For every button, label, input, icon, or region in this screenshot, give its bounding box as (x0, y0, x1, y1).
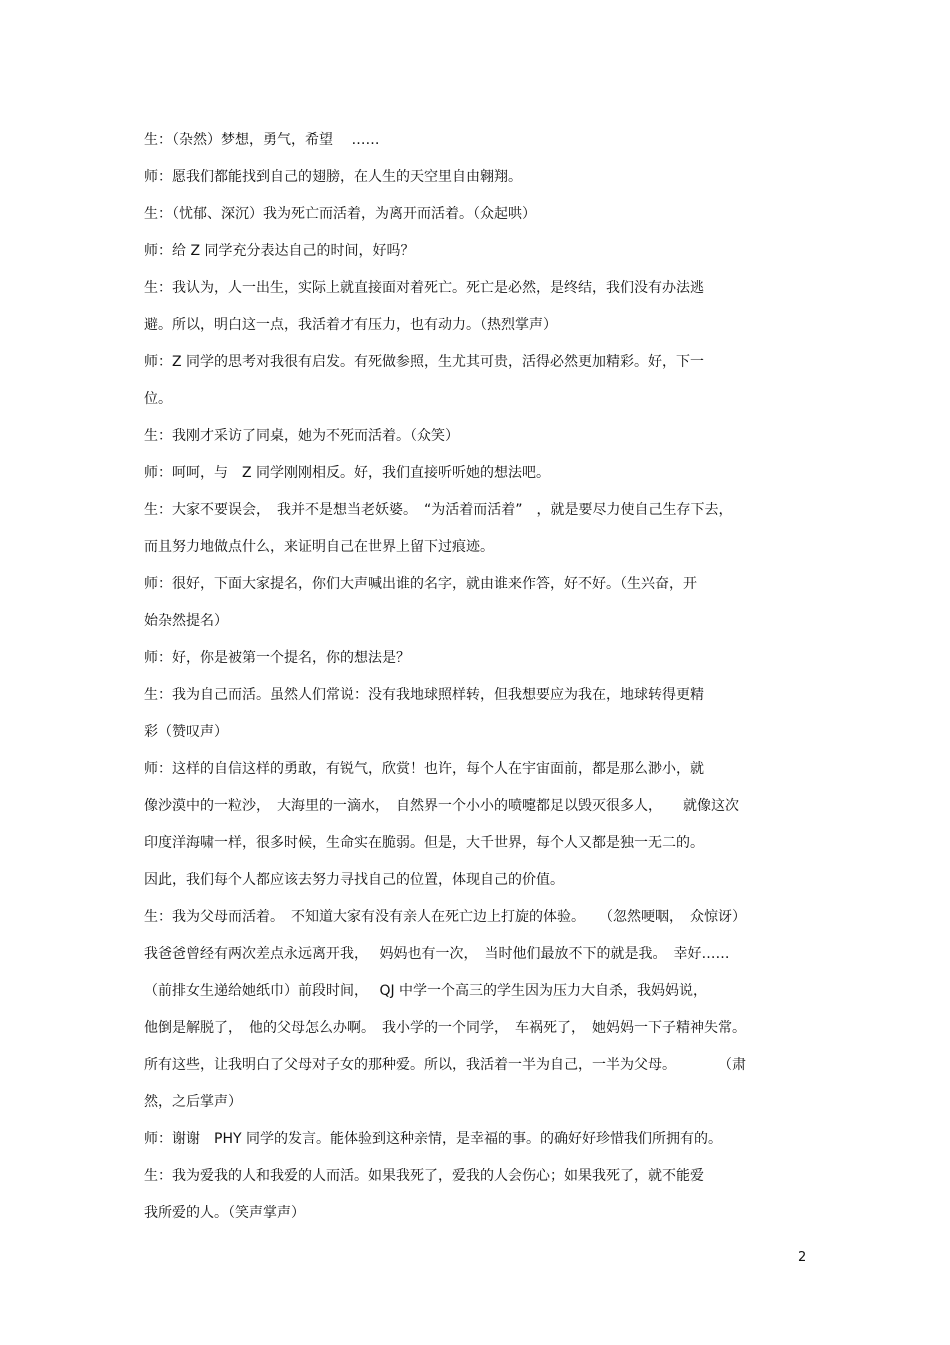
text-line: 师：呵呵，与 Z 同学刚刚相反。好，我们直接听听她的想法吧。 (144, 465, 551, 481)
text-line: 始杂然提名） (144, 613, 228, 629)
text-line: 然，之后掌声） (144, 1094, 242, 1110)
text-line: 师：谢谢 PHY 同学的发言。能体验到这种亲情，是幸福的事。的确好好珍惜我们所拥有的。 (144, 1131, 722, 1147)
page-number: 2 (798, 1250, 807, 1265)
text-line: 师：给 Z 同学充分表达自己的时间，好吗？ (144, 243, 415, 259)
text-line: 师：Z 同学的思考对我很有启发。有死做参照，生尤其可贵，活得必然更加精彩。好，下一 (144, 354, 705, 370)
text-line: 印度洋海啸一样，很多时候，生命实在脆弱。但是，大千世界，每个人又都是独一无二的。 (144, 835, 704, 851)
text-line: 生：我为父母而活着。 不知道大家有没有亲人在死亡边上打旋的体验。 （忽然哽咽， 众惊讶） (144, 909, 746, 925)
text-line: 因此，我们每个人都应该去努力寻找自己的位置，体现自己的价值。 (144, 872, 564, 888)
text-line: 彩（赞叹声） (144, 724, 228, 740)
text-line: 像沙漠中的一粒沙， 大海里的一滴水， 自然界一个小小的喷嚏都足以毁灭很多人， 就像这次 (144, 798, 739, 814)
text-line: 生：我为自己而活。虽然人们常说：没有我地球照样转，但我想要应为我在，地球转得更精 (144, 687, 704, 703)
text-line: 生：大家不要误会， 我并不是想当老妖婆。 “为活着而活着” ，就是要尽力使自己生存下去， (144, 502, 733, 518)
text-line: 生：（杂然）梦想，勇气，希望 …… (144, 132, 380, 148)
text-line: 师：好，你是被第一个提名，你的想法是？ (144, 650, 410, 666)
text-line: 生：（忧郁、深沉）我为死亡而活着，为离开而活着。（众起哄） (144, 206, 536, 222)
text-line: （前排女生递给她纸巾）前段时间， QJ 中学一个高三的学生因为压力大自杀，我妈妈说， (144, 983, 708, 999)
text-line: 他倒是解脱了， 他的父母怎么办啊。 我小学的一个同学， 车祸死了， 她妈妈一下子精神失常。 (144, 1020, 746, 1036)
text-line: 而且努力地做点什么，来证明自己在世界上留下过痕迹。 (144, 539, 494, 555)
text-line: 师：这样的自信这样的勇敢，有锐气，欣赏！也许，每个人在宇宙面前，都是那么渺小，就 (144, 761, 704, 777)
text-line: 生：我为爱我的人和我爱的人而活。如果我死了，爱我的人会伤心；如果我死了，就不能爱 (144, 1168, 704, 1184)
transcript-text (144, 122, 814, 1232)
text-line: 避。所以，明白这一点，我活着才有压力，也有动力。（热烈掌声） (144, 317, 557, 333)
text-line: 师：愿我们都能找到自己的翅膀，在人生的天空里自由翱翔。 (144, 169, 522, 185)
text-line: 我爸爸曾经有两次差点永远离开我， 妈妈也有一次， 当时他们最放不下的就是我。 幸好…… (144, 946, 730, 962)
text-line: 生：我刚才采访了同桌，她为不死而活着。（众笑） (144, 428, 459, 444)
text-line: 师：很好，下面大家提名，你们大声喊出谁的名字，就由谁来作答，好不好。（生兴奋，开 (144, 576, 697, 592)
text-line: 生：我认为，人一出生，实际上就直接面对着死亡。死亡是必然，是终结，我们没有办法逃 (144, 280, 704, 296)
text-line: 所有这些，让我明白了父母对子女的那种爱。所以，我活着一半为自己，一半为父母。 （肃 (144, 1057, 746, 1073)
text-line: 位。 (144, 391, 172, 407)
text-line: 我所爱的人。（笑声掌声） (144, 1205, 305, 1221)
